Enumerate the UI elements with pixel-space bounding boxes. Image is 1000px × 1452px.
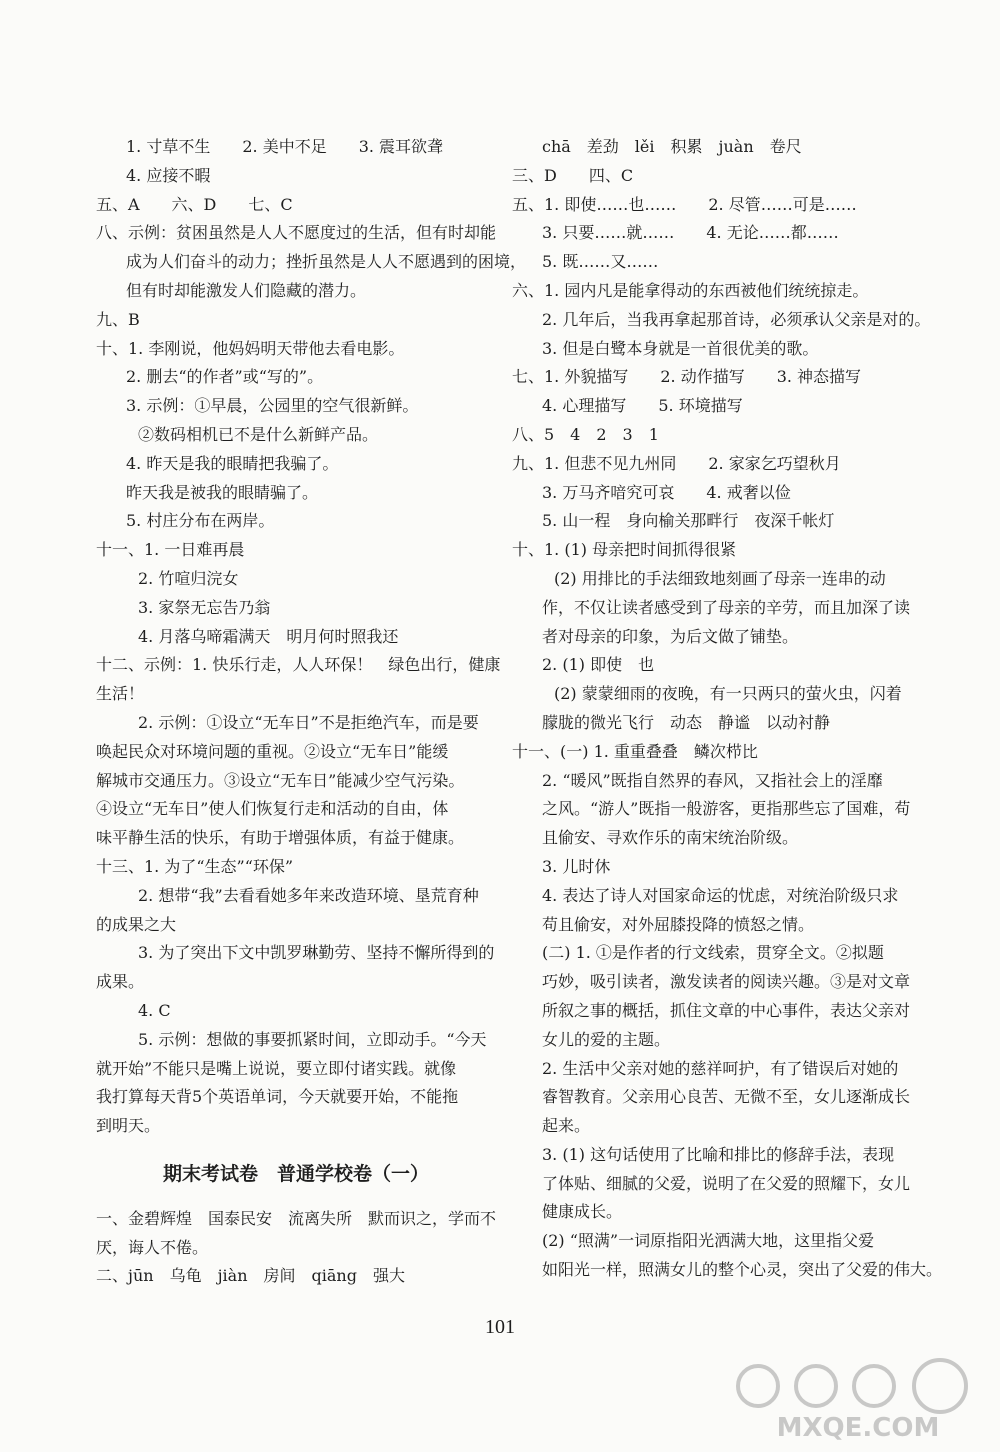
text-line: ④设立“无车日”使人们恢复行走和活动的自由，体 — [96, 799, 449, 819]
text-line: 味平静生活的快乐，有助于增强体质，有益于健康。 — [96, 828, 465, 848]
text-line: 3. 只要……就…… 4. 无论……都…… — [542, 223, 839, 243]
text-line: 到明天。 — [96, 1116, 161, 1136]
text-line: 六、1. 园内凡是能拿得动的东西被他们统统掠走。 — [512, 280, 869, 300]
watermark-text: MXQE.COM — [776, 1413, 940, 1443]
text-line: (2) “照满”一词原指阳光洒满大地，这里指父爱 — [542, 1231, 875, 1251]
text-line: 5. 村庄分布在两岸。 — [126, 511, 275, 531]
text-line: 2. 示例：①设立“无车日”不是拒绝汽车，而是要 — [138, 712, 479, 732]
text-line: 十一、1. 一日难再晨 — [96, 540, 245, 560]
text-line: 十、1. (1) 母亲把时间抓得很紧 — [512, 540, 737, 560]
text-line: 3. 但是白鹭本身就是一首很优美的歌。 — [542, 338, 819, 358]
text-line: 了体贴、细腻的父爱，说明了在父爱的照耀下，女儿 — [542, 1173, 911, 1193]
text-line: 五、A 六、D 七、C — [96, 194, 293, 214]
text-line: 成为人们奋斗的动力；挫折虽然是人人不愿遇到的困境， — [126, 252, 527, 272]
text-line: 九、B — [96, 309, 140, 329]
text-line: 之风。“游人”既指一般游客，更指那些忘了国难，苟 — [542, 799, 911, 819]
text-line: 4. 昨天是我的眼睛把我骗了。 — [126, 453, 339, 473]
text-line: 所叙之事的概括，抓住文章的中心事件，表达父亲对 — [542, 1000, 911, 1020]
text-line: 成果。 — [96, 972, 145, 992]
text-line: 巧妙，吸引读者，激发读者的阅读兴趣。③是对文章 — [542, 972, 911, 992]
right-column — [512, 133, 943, 1285]
text-line: 3. 儿时休 — [542, 856, 611, 876]
text-line: 2. 几年后，当我再拿起那首诗，必须承认父亲是对的。 — [542, 309, 931, 329]
text-line: 且偷安、寻欢作乐的南宋统治阶级。 — [542, 828, 799, 848]
text-line: 睿智教育。父亲用心良苦、无微不至，女儿逐渐成长 — [542, 1087, 911, 1107]
text-line: 唤起民众对环境问题的重视。②设立“无车日”能缓 — [96, 741, 449, 761]
text-line: 4. 月落乌啼霜满天 明月何时照我还 — [138, 626, 399, 646]
text-line: (2) 用排比的手法细致地刻画了母亲一连串的动 — [554, 568, 886, 588]
text-line: 我打算每天背5个英语单词，今天就要开始，不能拖 — [96, 1087, 459, 1107]
text-line: 健康成长。 — [542, 1202, 623, 1222]
text-line: 作，不仅让读者感受到了母亲的辛劳，而且加深了读 — [542, 597, 911, 617]
text-line: (2) 蒙蒙细雨的夜晚，有一只两只的萤火虫，闪着 — [554, 684, 902, 704]
text-line: 昨天我是被我的眼睛骗了。 — [126, 482, 319, 502]
text-line: 八、示例：贫困虽然是人人不愿度过的生活，但有时却能 — [96, 223, 497, 243]
text-line: 2. 想带“我”去看看她多年来改造环境、垦荒育种 — [138, 885, 479, 905]
text-line: 2. 删去“的作者”或“写的”。 — [126, 367, 324, 387]
text-line: 苟且偷安，对外屈膝投降的愤怒之情。 — [542, 914, 815, 934]
text-line: 3. 为了突出下文中凯罗琳勤劳、坚持不懈所得到的 — [138, 943, 495, 963]
text-line: 4. C — [138, 1000, 171, 1020]
text-line: 5. 山一程 身向榆关那畔行 夜深千帐灯 — [542, 511, 835, 531]
text-line: 4. 表达了诗人对国家命运的忧虑，对统治阶级只求 — [542, 885, 899, 905]
text-line: 女儿的爱的主题。 — [542, 1029, 671, 1049]
text-line: 九、1. 但悲不见九州同 2. 家家乞巧望秋月 — [512, 453, 841, 473]
text-line: 十三、1. 为了“生态”“环保” — [96, 856, 294, 876]
text-line: 5. 示例：想做的事要抓紧时间，立即动手。“今天 — [138, 1029, 487, 1049]
watermark-logo — [728, 1354, 988, 1444]
text-line: 4. 应接不暇 — [126, 165, 211, 185]
text-line: 3. 万马齐喑究可哀 4. 戒奢以俭 — [542, 482, 791, 502]
text-line: 3. 示例：①早晨，公园里的空气很新鲜。 — [126, 396, 419, 416]
text-line: 起来。 — [542, 1116, 591, 1136]
text-line: 八、5 4 2 3 1 — [512, 424, 659, 444]
text-line: 三、D 四、C — [512, 165, 634, 185]
text-line: 2. 生活中父亲对她的慈祥呵护，有了错误后对她的 — [542, 1058, 899, 1078]
left-column — [96, 133, 527, 1291]
text-line: 就开始”不能只是嘴上说说，要立即付诸实践。就像 — [96, 1058, 457, 1078]
watermark-mark — [854, 1366, 894, 1406]
watermark-mark — [796, 1366, 836, 1406]
section-title: 期末考试卷 普通学校卷（一） — [162, 1162, 429, 1185]
text-line: ②数码相机已不是什么新鲜产品。 — [138, 424, 379, 444]
text-line: 一、金碧辉煌 国泰民安 流离失所 默而识之，学而不 — [96, 1208, 497, 1228]
watermark-mark — [914, 1360, 966, 1412]
text-line: chā 差劲 lěi 积累 juàn 卷尺 — [542, 137, 802, 156]
text-line: 2. 竹喧归浣女 — [138, 568, 239, 588]
text-line: 3. (1) 这句话使用了比喻和排比的修辞手法，表现 — [542, 1144, 895, 1164]
text-line: 但有时却能激发人们隐藏的潜力。 — [126, 280, 367, 300]
text-line: 2. (1) 即使 也 — [542, 655, 655, 675]
text-line: 十二、示例：1. 快乐行走，人人环保！ 绿色出行，健康 — [96, 655, 501, 675]
text-line: 2. “暖风”既指自然界的春风，又指社会上的淫靡 — [542, 770, 883, 790]
text-line: 厌，诲人不倦。 — [96, 1237, 209, 1257]
text-line: (二) 1. ①是作者的行文线索，贯穿全文。②拟题 — [542, 943, 884, 963]
text-line: 十一、(一) 1. 重重叠叠 鳞次栉比 — [512, 741, 758, 761]
text-line: 5. 既……又…… — [542, 252, 659, 272]
text-line: 如阳光一样，照满女儿的整个心灵，突出了父爱的伟大。 — [542, 1260, 943, 1280]
text-line: 朦胧的微光飞行 动态 静谧 以动衬静 — [542, 712, 831, 732]
text-line: 3. 家祭无忘告乃翁 — [138, 597, 271, 617]
text-line: 解城市交通压力。③设立“无车日”能减少空气污染。 — [96, 770, 465, 790]
text-line: 的成果之大 — [96, 914, 177, 934]
text-line: 1. 寸草不生 2. 美中不足 3. 震耳欲聋 — [126, 137, 444, 156]
text-line: 五、1. 即使……也…… 2. 尽管……可是…… — [512, 194, 857, 214]
watermark-mark — [738, 1366, 778, 1406]
text-line: 七、1. 外貌描写 2. 动作描写 3. 神态描写 — [512, 367, 862, 387]
text-line: 4. 心理描写 5. 环境描写 — [542, 396, 743, 416]
text-line: 生活！ — [96, 684, 145, 704]
text-line: 者对母亲的印象，为后文做了铺垫。 — [542, 626, 799, 646]
text-line: 二、jūn 乌龟 jiàn 房间 qiāng 强大 — [96, 1266, 405, 1286]
page-number: 101 — [485, 1316, 515, 1338]
text-line: 十、1. 李刚说，他妈妈明天带他去看电影。 — [96, 338, 405, 358]
